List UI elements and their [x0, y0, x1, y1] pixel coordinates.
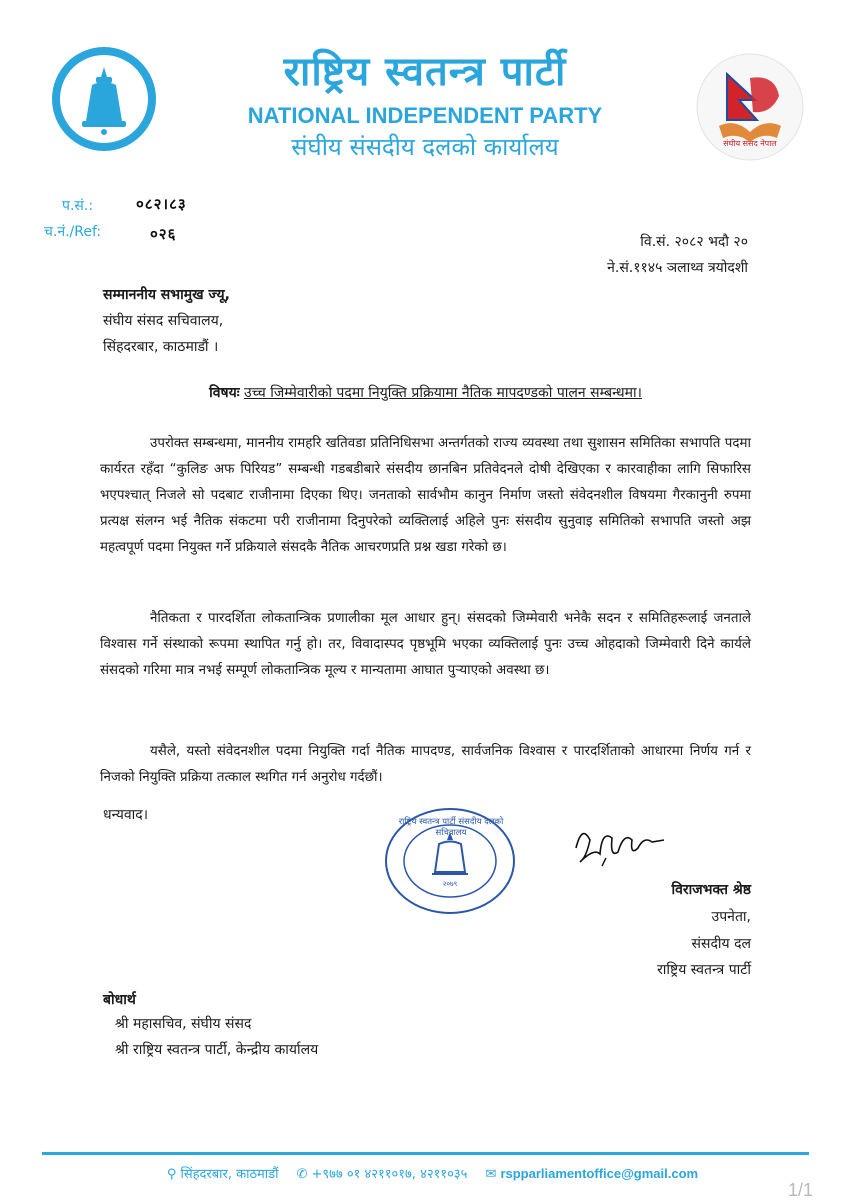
office-name: संघीय संसदीय दलको कार्यालय: [291, 133, 559, 161]
ps-value: ०८२।८३: [136, 195, 187, 213]
ref-value: ०२६: [150, 225, 177, 243]
date-bs: वि.सं. २०८२ भदौ २०: [640, 234, 748, 250]
office-stamp: [383, 806, 518, 916]
ref-label: च.नं./Ref:: [44, 224, 102, 240]
addressee-office: संघीय संसद सचिवालय,: [103, 313, 224, 329]
party-name-english: NATIONAL INDEPENDENT PARTY: [247, 103, 603, 128]
party-name-nepali: राष्ट्रिय स्वतन्त्र पार्टी: [283, 49, 567, 95]
party-logo: [52, 47, 156, 151]
subject-line: [100, 383, 751, 402]
footer-phone: +९७७ ०१ ४२११०१७, ४२११०३५: [311, 1167, 468, 1182]
paragraph-text: नैतिकता र पारदर्शिता लोकतान्त्रिक प्रणालीका मूल आधार हुन्। संसदको जिम्मेवारी भनेकै सदन र समितिहरूलाई जनताले विश्वास गर्ने संस्थाको रूपमा स्थापित गर्नु हो। तर, विवादास्पद पृष्ठभूमि भएका व्यक्तिलाई पुनः उच्च ओहदाको जिम्मेवारी दिने कार्यले संसदको गरिमा मात्र नभई सम्पूर्ण लोकतान्त्रिक मूल्य र मान्यतामा आघात पुर्‍याएको अवस्था छ।: [100, 611, 751, 678]
cc-item: श्री राष्ट्रिय स्वतन्त्र पार्टी, केन्द्रीय कार्यालय: [115, 1042, 319, 1058]
body-paragraph-3: [100, 739, 751, 791]
addressee-salutation: सम्माननीय सभामुख ज्यू,: [103, 287, 230, 303]
stamp-year: २०७९: [442, 880, 458, 888]
stamp-text: राष्ट्रिय स्वतन्त्र पार्टी संसदीय दलको सचिवालय: [398, 817, 504, 838]
addressee: [103, 282, 230, 360]
signatory-name: विराजभक्त श्रेष्ठ: [671, 882, 751, 898]
location-pin-icon: ⚲: [166, 1167, 177, 1182]
signatory-party: राष्ट्रिय स्वतन्त्र पार्टी: [657, 962, 751, 978]
footer-email[interactable]: rspparliamentoffice@gmail.com: [500, 1166, 699, 1181]
date-ns: ने.सं.११४५ ञलाथ्व त्रयोदशी: [607, 260, 748, 276]
page-indicator: 1/1: [787, 1180, 813, 1200]
footer-contact: [42, 1164, 809, 1182]
thanks-text: धन्यवाद।: [103, 807, 149, 823]
signature-icon: [572, 818, 672, 876]
body-paragraph-2: [100, 606, 751, 684]
footer-address: सिंहदरबार, काठमाडौं: [180, 1167, 279, 1182]
bell-icon: [52, 47, 156, 151]
signatory-title: उपनेता,: [711, 909, 751, 925]
paragraph-text: उपरोक्त सम्बन्धमा, माननीय रामहरि खतिवडा प्रतिनिधिसभा अन्तर्गतको राज्य व्यवस्था तथा सुशासन समितिका सभापति पदमा कार्यरत रहँदा “कुलिङ अफ पिरियड” सम्बन्धी गडबडीबारे संसदीय छानबिन प्रतिवेदनले दोषी देखिएका र कारवाहीका लागि सिफारिस भएपश्चात् निजले सो पदबाट राजीनामा दिएका थिए। जनताको सार्वभौम कानुन निर्माण जस्तो संवेदनशील विषयमा गैरकानुनी रुपमा प्रत्यक्ष संलग्न भई नैतिक संकटमा परी राजीनामा दिनुपरेको व्यक्तिलाई अहिले पुनः संसदीय सुनुवाइ समितिको सभापति जस्तो अझ महत्वपूर्ण पदमा नियुक्त गर्ने प्रक्रियाले संसदकै नैतिक आचरणप्रति प्रश्न खडा गरेको छ।: [100, 436, 751, 555]
body-paragraph-1: [100, 431, 751, 561]
signatory-body: संसदीय दल: [691, 936, 751, 952]
parliament-seal: [695, 52, 805, 162]
cc-heading: बोधार्थ: [103, 992, 136, 1008]
phone-icon: ✆: [296, 1167, 308, 1182]
paragraph-text: यसैले, यस्तो संवेदनशील पदमा नियुक्ति गर्दा नैतिक मापदण्ड, सार्वजनिक विश्वास र पारदर्शिताको आधारमा निर्णय गर्न र निजको नियुक्ति प्रक्रिया तत्काल स्थगित गर्न अनुरोध गर्दछौं।: [100, 744, 751, 785]
addressee-location: सिंहदरबार, काठमाडौं ।: [103, 339, 219, 355]
subject-label: विषयः: [209, 385, 240, 401]
subject-text: उच्च जिम्मेवारीको पदमा नियुक्ति प्रक्रियामा नैतिक मापदण्डको पालन सम्बन्धमा।: [243, 385, 642, 401]
cc-item: श्री महासचिव, संघीय संसद: [115, 1016, 252, 1032]
ps-label: प.सं.:: [62, 198, 94, 214]
seal-caption: संघीय संसद नेपाल: [723, 139, 777, 148]
email-icon: ✉: [485, 1167, 497, 1182]
footer-divider: [42, 1152, 809, 1155]
signature: [572, 818, 672, 876]
